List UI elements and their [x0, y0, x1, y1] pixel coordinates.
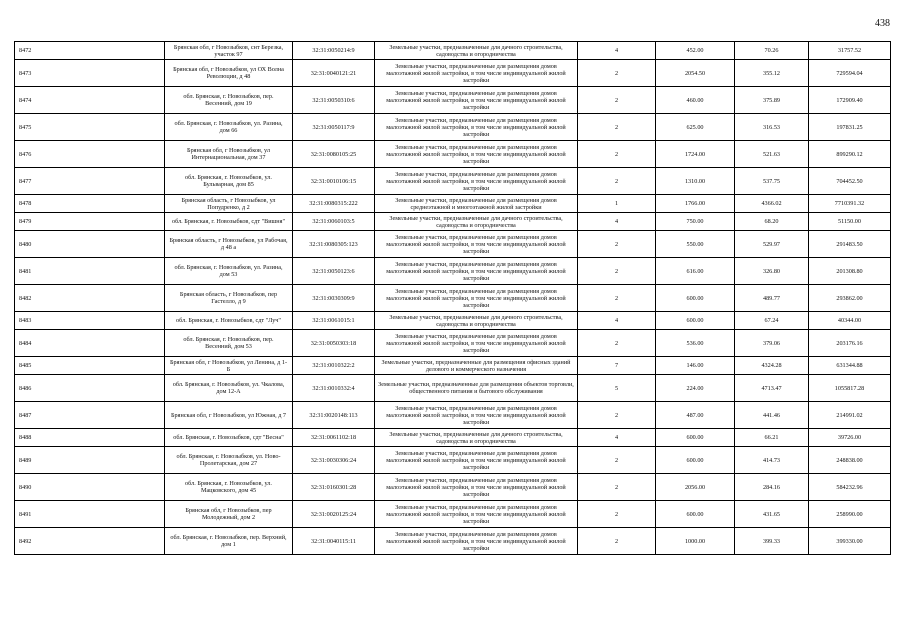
cadastral-number-cell: 32:31:0020148:113	[293, 402, 375, 429]
table-row	[15, 141, 891, 168]
cadastral-value-cell: 291483.50	[809, 231, 891, 258]
land-use-cell: Земельные участки, предназначенные для размещения домов малоэтажной жилой застройки, в том числе индивидуальной жилой застройки	[375, 501, 578, 528]
cadastral-value-cell: 51150.00	[809, 213, 891, 231]
group-cell: 2	[578, 402, 656, 429]
address-cell: обл. Брянская, г. Новозыбков, ул. Разина, дом 53	[165, 258, 293, 285]
cadastral-number-cell: 32:31:0080315:222	[293, 195, 375, 213]
table-row	[15, 87, 891, 114]
area-cell: 600.00	[656, 501, 735, 528]
cadastral-value-cell: 172909.40	[809, 87, 891, 114]
row-number: 8482	[15, 285, 165, 312]
table-row	[15, 501, 891, 528]
table-row	[15, 258, 891, 285]
area-cell: 536.00	[656, 330, 735, 357]
cadastral-value-cell: 248838.00	[809, 447, 891, 474]
cadastral-number-cell: 32:31:0030309:9	[293, 285, 375, 312]
group-cell: 2	[578, 87, 656, 114]
specific-value-cell: 379.06	[735, 330, 809, 357]
row-number: 8477	[15, 168, 165, 195]
cadastral-number-cell: 32:31:0050303:18	[293, 330, 375, 357]
table-row	[15, 375, 891, 402]
row-number: 8475	[15, 114, 165, 141]
group-cell: 4	[578, 213, 656, 231]
group-cell: 2	[578, 60, 656, 87]
area-cell: 224.00	[656, 375, 735, 402]
cadastral-number-cell: 32:31:0061102:18	[293, 429, 375, 447]
specific-value-cell: 67.24	[735, 312, 809, 330]
table-row	[15, 429, 891, 447]
cadastral-number-cell: 32:31:0050310:6	[293, 87, 375, 114]
row-number: 8490	[15, 474, 165, 501]
land-use-cell: Земельные участки, предназначенные для размещения домов малоэтажной жилой застройки, в том числе индивидуальной жилой застройки	[375, 60, 578, 87]
cadastral-value-cell: 203176.16	[809, 330, 891, 357]
cadastral-value-cell: 899290.12	[809, 141, 891, 168]
land-use-cell: Земельные участки, предназначенные для размещения домов малоэтажной жилой застройки, в том числе индивидуальной жилой застройки	[375, 258, 578, 285]
area-cell: 616.00	[656, 258, 735, 285]
cadastral-value-cell: 399330.00	[809, 528, 891, 555]
specific-value-cell: 441.46	[735, 402, 809, 429]
row-number: 8481	[15, 258, 165, 285]
address-cell: обл. Брянская, г. Новозыбков, ул. Чкалова, дом 12-А	[165, 375, 293, 402]
cadastral-value-cell: 729594.04	[809, 60, 891, 87]
cadastral-value-cell: 258990.00	[809, 501, 891, 528]
address-cell: Брянская обл, г Новозыбков, ул Южная, д 7	[165, 402, 293, 429]
address-cell: Брянская обл, г Новозыбков, ул Интернациональная, дом 37	[165, 141, 293, 168]
cadastral-value-cell: 7710391.32	[809, 195, 891, 213]
cadastral-value-cell: 31757.52	[809, 42, 891, 60]
cadastral-number-cell: 32:31:0080105:25	[293, 141, 375, 168]
cadastral-value-cell: 197831.25	[809, 114, 891, 141]
address-cell: Брянская обл, г Новозыбков, пер Молодежный, дом 2	[165, 501, 293, 528]
row-number: 8486	[15, 375, 165, 402]
cadastral-number-cell: 32:31:0060103:5	[293, 213, 375, 231]
group-cell: 2	[578, 258, 656, 285]
specific-value-cell: 284.16	[735, 474, 809, 501]
cadastral-value-cell: 1055817.28	[809, 375, 891, 402]
area-cell: 600.00	[656, 285, 735, 312]
area-cell: 2054.50	[656, 60, 735, 87]
specific-value-cell: 431.65	[735, 501, 809, 528]
address-cell: обл. Брянская, г. Новозыбков, ул. Бульварная, дом 85	[165, 168, 293, 195]
specific-value-cell: 414.73	[735, 447, 809, 474]
group-cell: 4	[578, 312, 656, 330]
area-cell: 600.00	[656, 312, 735, 330]
specific-value-cell: 375.89	[735, 87, 809, 114]
land-use-cell: Земельные участки, предназначенные для размещения домов среднеэтажной и многоэтажной жилой застройки	[375, 195, 578, 213]
specific-value-cell: 66.21	[735, 429, 809, 447]
group-cell: 2	[578, 447, 656, 474]
table-row	[15, 42, 891, 60]
specific-value-cell: 489.77	[735, 285, 809, 312]
row-number: 8491	[15, 501, 165, 528]
row-number: 8483	[15, 312, 165, 330]
specific-value-cell: 70.26	[735, 42, 809, 60]
group-cell: 4	[578, 429, 656, 447]
specific-value-cell: 316.53	[735, 114, 809, 141]
address-cell: обл. Брянская, г. Новозыбков, сдт "Луч"	[165, 312, 293, 330]
row-number: 8484	[15, 330, 165, 357]
row-number: 8476	[15, 141, 165, 168]
cadastral-value-cell: 40344.00	[809, 312, 891, 330]
address-cell: обл. Брянская, г. Новозыбков, ул. Разина, дом 66	[165, 114, 293, 141]
group-cell: 2	[578, 285, 656, 312]
land-use-cell: Земельные участки, предназначенные для размещения домов малоэтажной жилой застройки, в том числе индивидуальной жилой застройки	[375, 141, 578, 168]
specific-value-cell: 68.20	[735, 213, 809, 231]
row-number: 8474	[15, 87, 165, 114]
area-cell: 1766.00	[656, 195, 735, 213]
address-cell: обл. Брянская, г. Новозыбков, сдт "Вишня"	[165, 213, 293, 231]
address-cell: Брянская обл, г Новозыбков, ул Ленина, д 1-Б	[165, 357, 293, 375]
land-use-cell: Земельные участки, предназначенные для размещения домов малоэтажной жилой застройки, в том числе индивидуальной жилой застройки	[375, 447, 578, 474]
specific-value-cell: 399.33	[735, 528, 809, 555]
cadastral-value-cell: 201308.80	[809, 258, 891, 285]
address-cell: обл. Брянская, г. Новозыбков, пер. Весенний, дом 53	[165, 330, 293, 357]
row-number: 8478	[15, 195, 165, 213]
land-use-cell: Земельные участки, предназначенные для дачного строительства, садоводства и огородничества	[375, 42, 578, 60]
group-cell: 2	[578, 231, 656, 258]
cadastral-value-cell: 39726.00	[809, 429, 891, 447]
cadastral-value-cell: 293862.00	[809, 285, 891, 312]
area-cell: 487.00	[656, 402, 735, 429]
cadastral-value-cell: 631344.88	[809, 357, 891, 375]
cadastral-number-cell: 32:31:0010106:15	[293, 168, 375, 195]
specific-value-cell: 4713.47	[735, 375, 809, 402]
address-cell: Брянская область, г Новозыбков, ул Попудренко, д 2	[165, 195, 293, 213]
specific-value-cell: 326.80	[735, 258, 809, 285]
land-use-cell: Земельные участки, предназначенные для размещения домов малоэтажной жилой застройки, в том числе индивидуальной жилой застройки	[375, 285, 578, 312]
area-cell: 750.00	[656, 213, 735, 231]
row-number: 8492	[15, 528, 165, 555]
group-cell: 7	[578, 357, 656, 375]
row-number: 8472	[15, 42, 165, 60]
table-row	[15, 528, 891, 555]
table-row	[15, 285, 891, 312]
land-use-cell: Земельные участки, предназначенные для дачного строительства, садоводства и огородничества	[375, 312, 578, 330]
address-cell: Брянская обл, г Новозыбков, снт Березка, участок 97	[165, 42, 293, 60]
table-row	[15, 312, 891, 330]
address-cell: обл. Брянская, г. Новозыбков, ул. Мацковского, дом 45	[165, 474, 293, 501]
specific-value-cell: 529.97	[735, 231, 809, 258]
cadastral-number-cell: 32:31:0010332:4	[293, 375, 375, 402]
cadastral-number-cell: 32:31:0160301:28	[293, 474, 375, 501]
row-number: 8473	[15, 60, 165, 87]
area-cell: 600.00	[656, 447, 735, 474]
land-use-cell: Земельные участки, предназначенные для размещения домов малоэтажной жилой застройки, в том числе индивидуальной жилой застройки	[375, 528, 578, 555]
area-cell: 625.00	[656, 114, 735, 141]
group-cell: 4	[578, 42, 656, 60]
cadastral-number-cell: 32:31:0020125:24	[293, 501, 375, 528]
cadastral-value-cell: 214991.02	[809, 402, 891, 429]
land-use-cell: Земельные участки, предназначенные для дачного строительства, садоводства и огородничества	[375, 429, 578, 447]
table-row	[15, 231, 891, 258]
cadastral-number-cell: 32:31:0010322:2	[293, 357, 375, 375]
row-number: 8488	[15, 429, 165, 447]
group-cell: 2	[578, 501, 656, 528]
address-cell: обл. Брянская, г. Новозыбков, ул. Ново-Пролетарская, дом 27	[165, 447, 293, 474]
land-valuation-table	[14, 41, 891, 555]
group-cell: 1	[578, 195, 656, 213]
cadastral-number-cell: 32:31:0050123:6	[293, 258, 375, 285]
area-cell: 2056.00	[656, 474, 735, 501]
table-row	[15, 168, 891, 195]
specific-value-cell: 4366.02	[735, 195, 809, 213]
cadastral-value-cell: 584232.96	[809, 474, 891, 501]
address-cell: обл. Брянская, г. Новозыбков, сдт "Весна"	[165, 429, 293, 447]
address-cell: Брянская область, г Новозыбков, пер Гастелло, д 9	[165, 285, 293, 312]
group-cell: 2	[578, 114, 656, 141]
area-cell: 1000.00	[656, 528, 735, 555]
row-number: 8479	[15, 213, 165, 231]
table-row	[15, 330, 891, 357]
cadastral-number-cell: 32:31:0040121:21	[293, 60, 375, 87]
row-number: 8480	[15, 231, 165, 258]
address-cell: Брянская обл, г Новозыбков, ул ОХ Волна Революции, д 48	[165, 60, 293, 87]
specific-value-cell: 355.12	[735, 60, 809, 87]
specific-value-cell: 4324.28	[735, 357, 809, 375]
group-cell: 2	[578, 474, 656, 501]
area-cell: 146.00	[656, 357, 735, 375]
address-cell: обл. Брянская, г. Новозыбков, пер. Весенний, дом 19	[165, 87, 293, 114]
land-use-cell: Земельные участки, предназначенные для размещения офисных зданий делового и коммерческого назначения	[375, 357, 578, 375]
row-number: 8485	[15, 357, 165, 375]
land-use-cell: Земельные участки, предназначенные для дачного строительства, садоводства и огородничества	[375, 213, 578, 231]
land-use-cell: Земельные участки, предназначенные для размещения домов малоэтажной жилой застройки, в том числе индивидуальной жилой застройки	[375, 114, 578, 141]
table-row	[15, 357, 891, 375]
table-row	[15, 447, 891, 474]
land-use-cell: Земельные участки, предназначенные для размещения объектов торговли, общественного питания и бытового обслуживания	[375, 375, 578, 402]
cadastral-number-cell: 32:31:0050117:9	[293, 114, 375, 141]
row-number: 8489	[15, 447, 165, 474]
group-cell: 2	[578, 528, 656, 555]
land-use-cell: Земельные участки, предназначенные для размещения домов малоэтажной жилой застройки, в том числе индивидуальной жилой застройки	[375, 330, 578, 357]
table-row	[15, 60, 891, 87]
table-row	[15, 474, 891, 501]
land-use-cell: Земельные участки, предназначенные для размещения домов малоэтажной жилой застройки, в том числе индивидуальной жилой застройки	[375, 402, 578, 429]
area-cell: 452.00	[656, 42, 735, 60]
land-use-cell: Земельные участки, предназначенные для размещения домов малоэтажной жилой застройки, в том числе индивидуальной жилой застройки	[375, 231, 578, 258]
cadastral-number-cell: 32:31:0030306:24	[293, 447, 375, 474]
address-cell: Брянская область, г Новозыбков, ул Рабочая, д 48 а	[165, 231, 293, 258]
group-cell: 2	[578, 330, 656, 357]
row-number: 8487	[15, 402, 165, 429]
cadastral-number-cell: 32:31:0050214:9	[293, 42, 375, 60]
area-cell: 600.00	[656, 429, 735, 447]
table-row	[15, 114, 891, 141]
land-use-cell: Земельные участки, предназначенные для размещения домов малоэтажной жилой застройки, в том числе индивидуальной жилой застройки	[375, 168, 578, 195]
land-use-cell: Земельные участки, предназначенные для размещения домов малоэтажной жилой застройки, в том числе индивидуальной жилой застройки	[375, 87, 578, 114]
group-cell: 2	[578, 141, 656, 168]
area-cell: 550.00	[656, 231, 735, 258]
page-number: 438	[875, 18, 890, 29]
land-use-cell: Земельные участки, предназначенные для размещения домов малоэтажной жилой застройки, в том числе индивидуальной жилой застройки	[375, 474, 578, 501]
specific-value-cell: 521.63	[735, 141, 809, 168]
area-cell: 1724.00	[656, 141, 735, 168]
cadastral-value-cell: 704452.50	[809, 168, 891, 195]
table-row	[15, 402, 891, 429]
specific-value-cell: 537.75	[735, 168, 809, 195]
cadastral-number-cell: 32:31:0040115:11	[293, 528, 375, 555]
cadastral-number-cell: 32:31:0061015:1	[293, 312, 375, 330]
area-cell: 1310.00	[656, 168, 735, 195]
area-cell: 460.00	[656, 87, 735, 114]
cadastral-number-cell: 32:31:0080305:123	[293, 231, 375, 258]
group-cell: 2	[578, 168, 656, 195]
table-row	[15, 195, 891, 213]
address-cell: обл. Брянская, г. Новозыбков, пер. Верхний, дом 1	[165, 528, 293, 555]
group-cell: 5	[578, 375, 656, 402]
table-row	[15, 213, 891, 231]
